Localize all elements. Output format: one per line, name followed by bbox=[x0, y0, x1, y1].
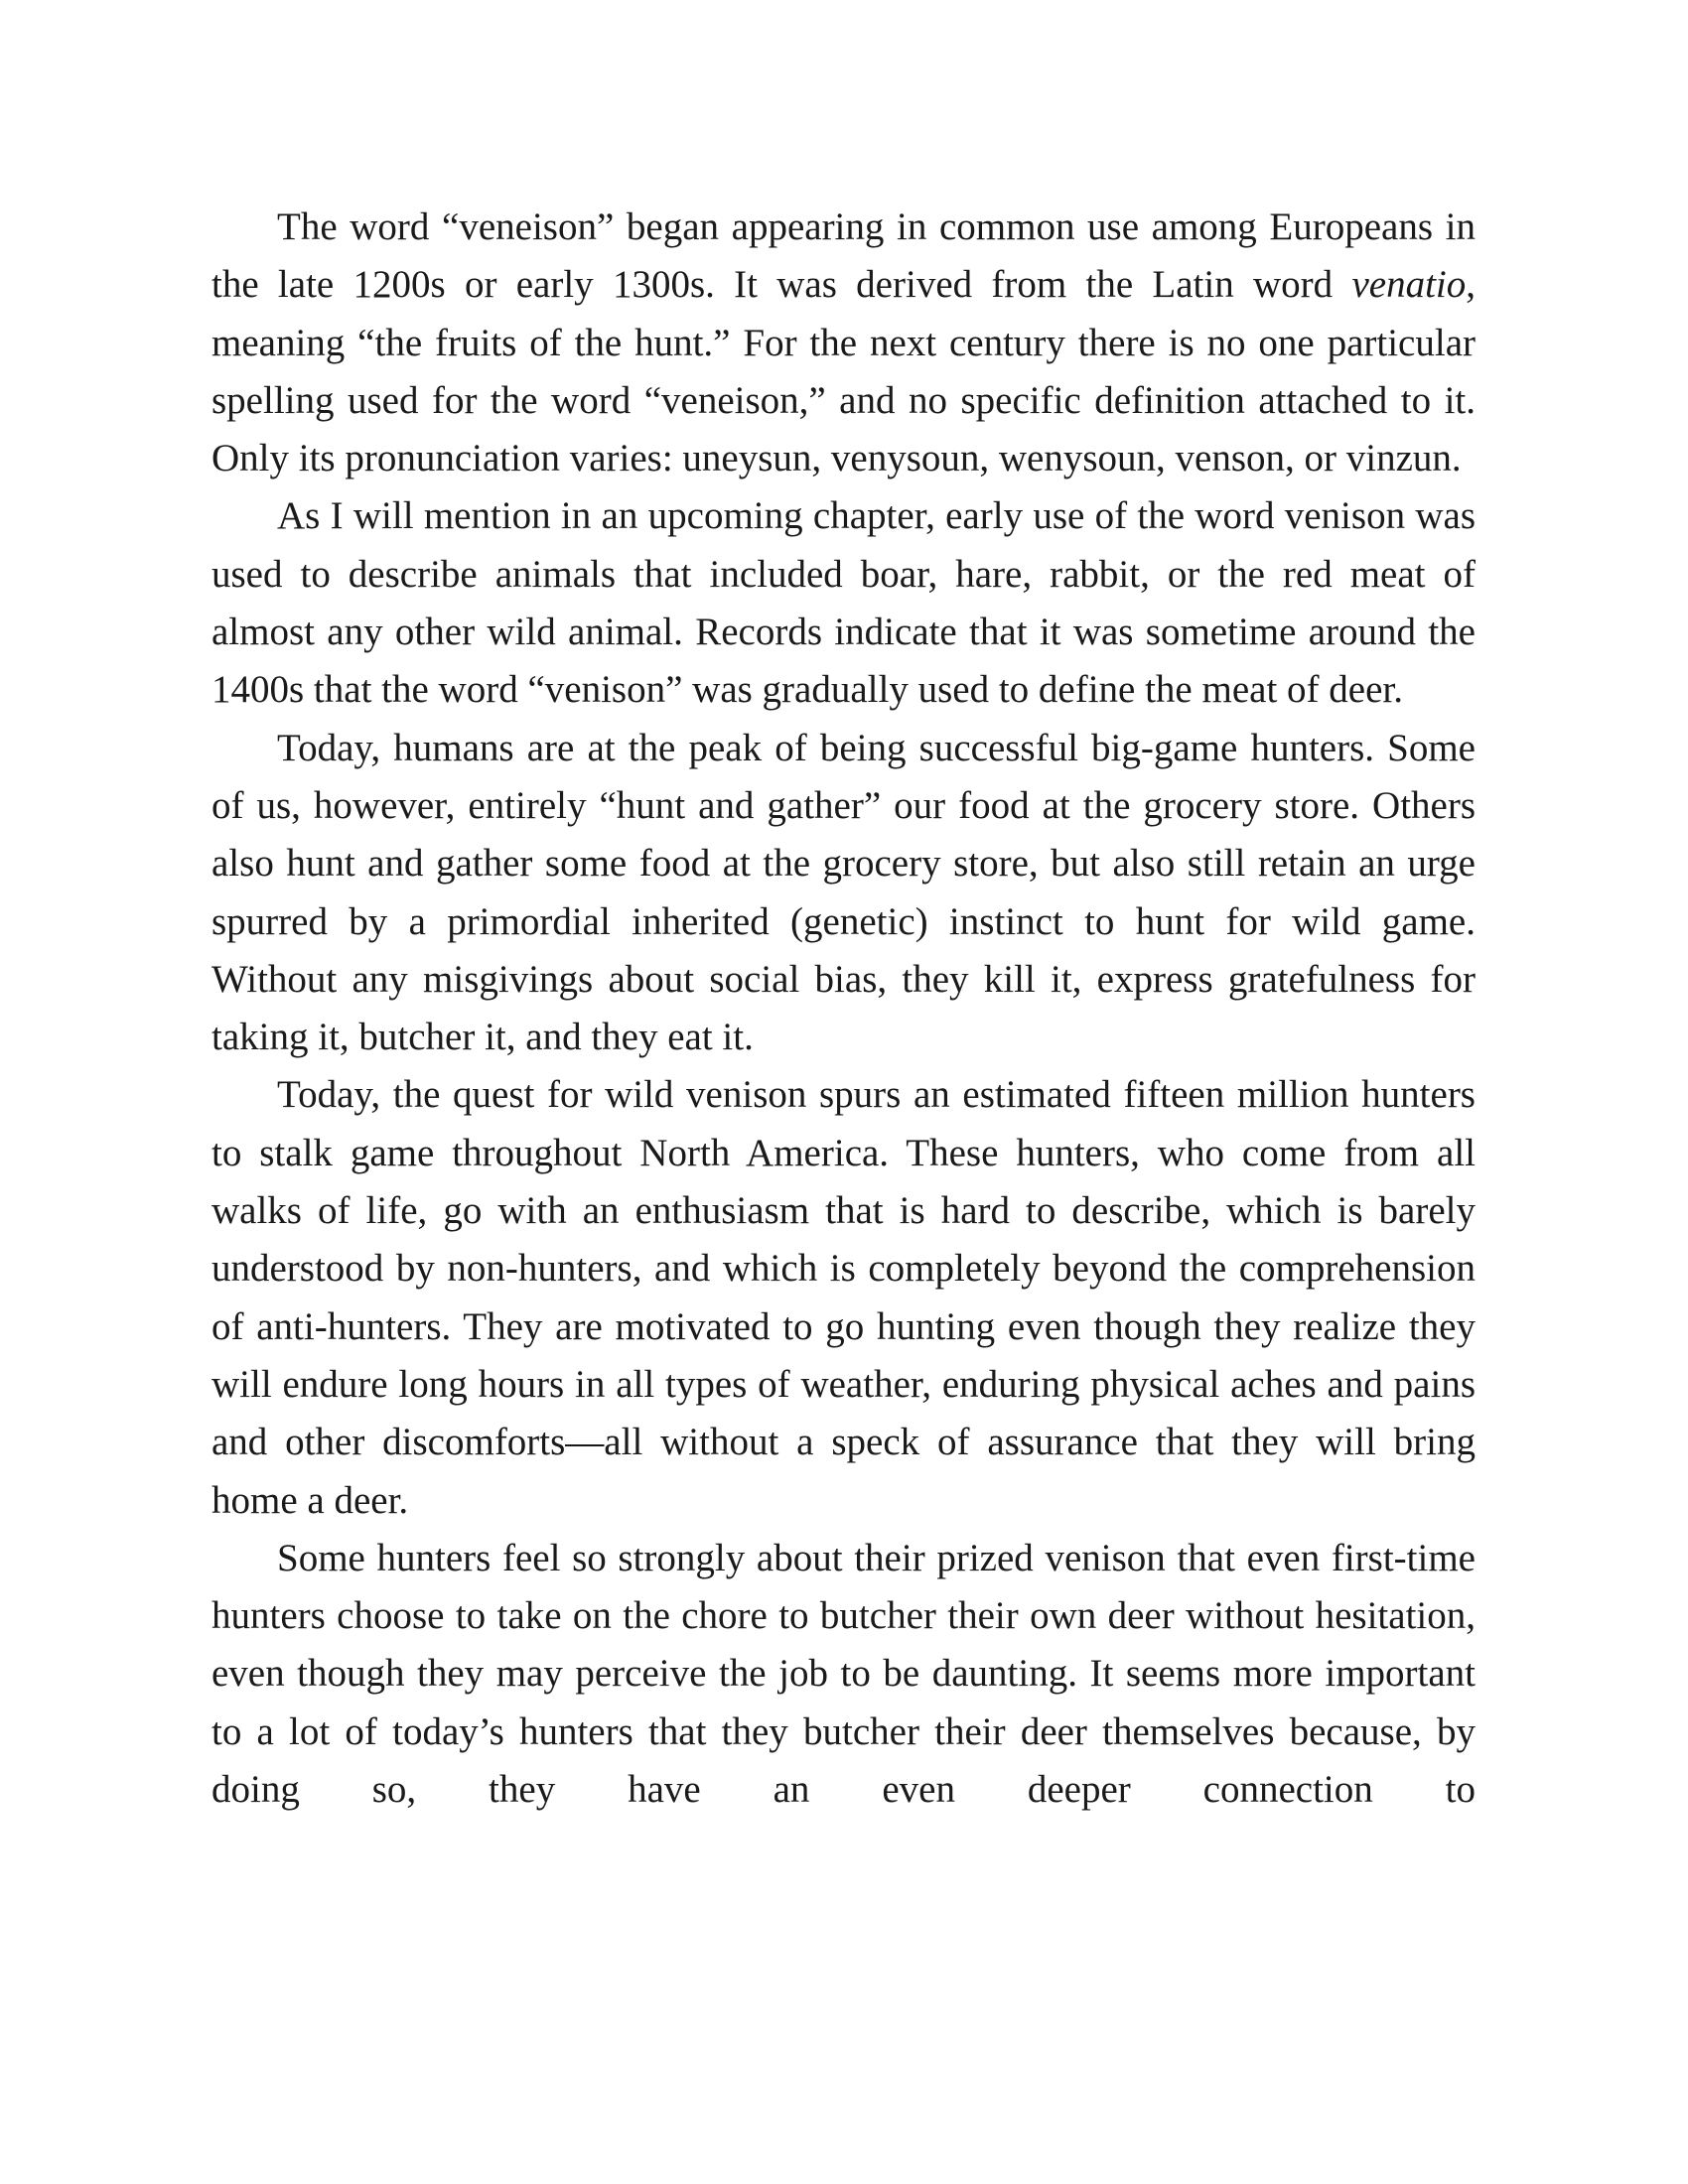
paragraph-5 bbox=[211, 1530, 1476, 1819]
paragraph-3 bbox=[211, 720, 1476, 1067]
paragraph-4-text: Today, the quest for wild venison spurs an estimated fifteen million hunters to stalk game throughout North America. These hunters, who come from all walks of life, go with an enthusiasm that is hard to describe, which is barely understood by non-hunters, and which is completely beyond the comprehension of anti-hunters. They are motivated to go hunting even though they realize they will endure long hours in all types of weather, enduring physical aches and pains and other discomforts—all without a speck of assurance that they will bring home a deer. bbox=[211, 1073, 1476, 1522]
paragraph-4 bbox=[211, 1066, 1476, 1529]
paragraph-1-text-b: , meaning “the fruits of the hunt.” For the next century there is no one particular spelling used for the word “veneison,” and no specific definition attached to it. Only its pronunciation varies: uneysun, venysoun, wenysoun, venson, or vinzun. bbox=[211, 263, 1476, 480]
paragraph-1 bbox=[211, 199, 1476, 487]
document-page bbox=[211, 199, 1476, 1819]
paragraph-5-text: Some hunters feel so strongly about their prized venison that even first-time hunters choose to take on the chore to butcher their own deer without hesitation, even though they may perceive the job to be daunting. It seems more important to a lot of today’s hunters that they butcher their deer themselves because, by doing so, they have an even deeper connection to bbox=[211, 1536, 1476, 1812]
paragraph-1-text-a: The word “veneison” began appearing in common use among Europeans in the late 1200s or early 1300s. It was derived from the Latin word bbox=[211, 205, 1476, 307]
latin-term-venatio: venatio bbox=[1351, 263, 1467, 307]
paragraph-3-text: Today, humans are at the peak of being successful big-game hunters. Some of us, however, entirely “hunt and gather” our food at the grocery store. Others also hunt and gather some food at the grocery store, but also still retain an urge spurred by a primordial inherited (genetic) instinct to hunt for wild game. Without any misgivings about social bias, they kill it, express gratefulness for taking it, butcher it, and they eat it. bbox=[211, 726, 1476, 1059]
paragraph-2-text: As I will mention in an upcoming chapter, early use of the word venison was used to describe animals that included boar, hare, rabbit, or the red meat of almost any other wild animal. Records indicate that it was sometime around the 1400s that the word “venison” was gradually used to define the meat of deer. bbox=[211, 494, 1476, 712]
paragraph-2 bbox=[211, 487, 1476, 719]
